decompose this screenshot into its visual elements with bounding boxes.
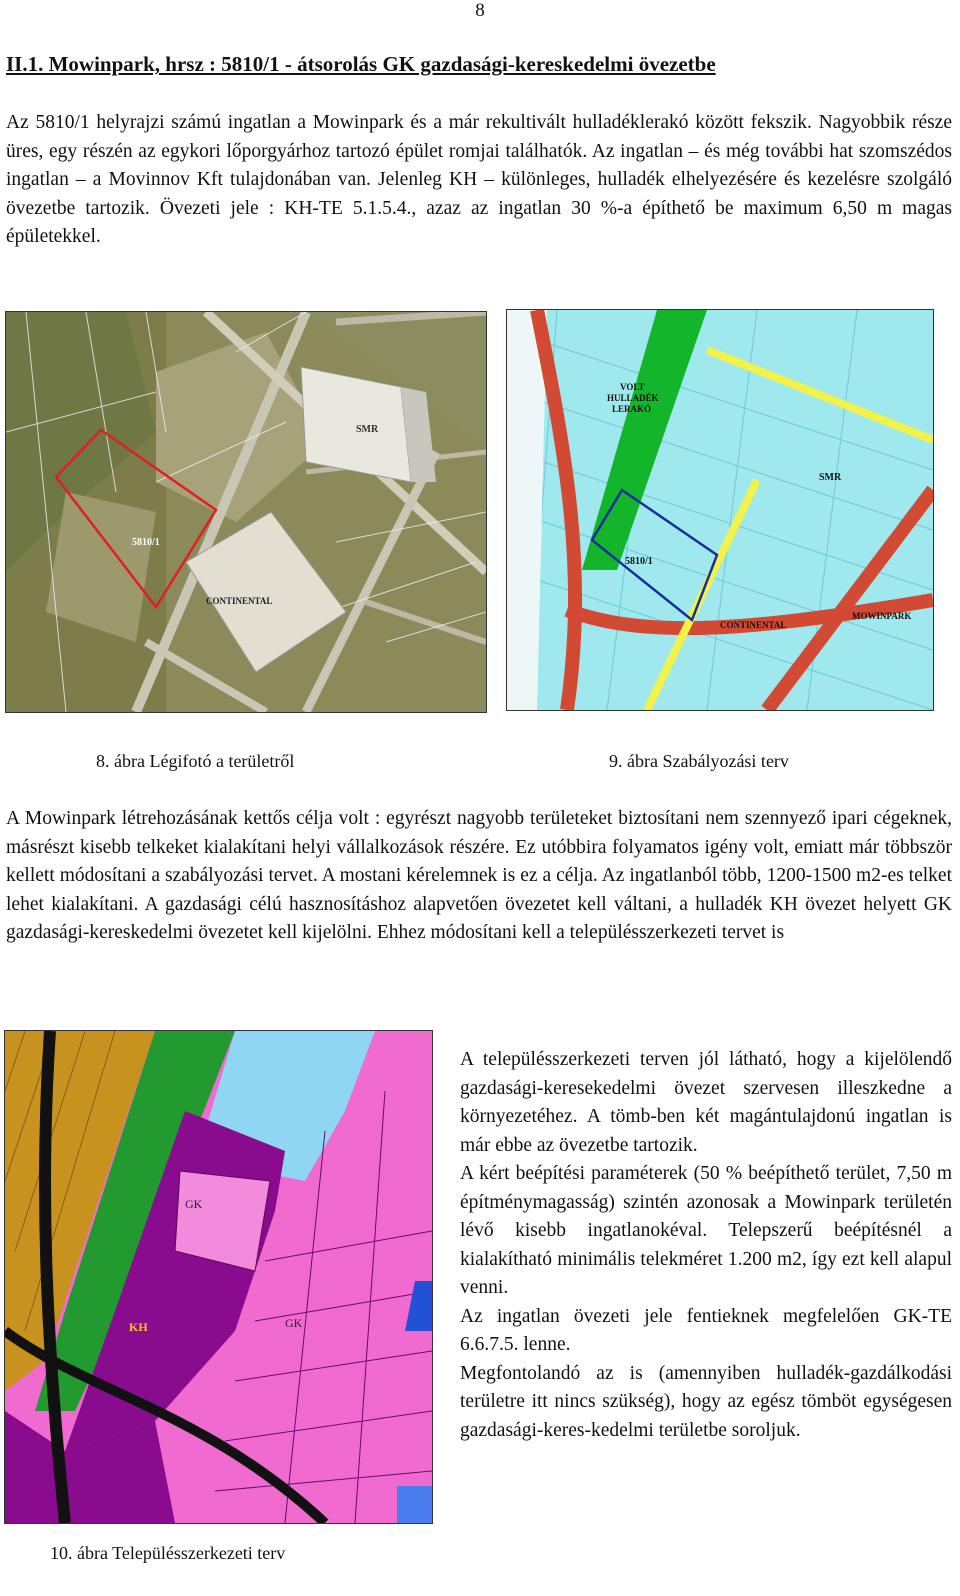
aerial-smr-label: SMR (356, 424, 379, 435)
aerial-continental-label: CONTINENTAL (206, 596, 273, 606)
intro-paragraph: Az 5810/1 helyrajzi számú ingatlan a Mowinpark és a már rekultivált hulladéklerakó között fekszik. Nagyobbik része üres, egy részén az egykori lőporgyárhoz tartozó épület romjai találhatók. Az ingatlan – és még további hat szomszédos ingatlan – a Movinnov Kft tulajdonában van. Jelenleg KH – különleges, hulladék elhelyezésére és kezelésre szolgáló övezetbe tartozik. Övezeti jele : KH-TE 5.1.5.4., azaz az ingatlan 30 %-a építhető be maximum 6,50 m magas épületekkel. (6, 112, 952, 247)
settlement-gk-label-lower: GK (285, 1316, 303, 1330)
figure-9-caption: 9. ábra Szabályozási terv (609, 751, 789, 771)
plan-landfill-label-2: HULLADÉK (607, 393, 659, 403)
figure-10-caption: 10. ábra Településszerkezeti terv (50, 1543, 286, 1563)
plan-continental-label: CONTINENTAL (720, 620, 787, 630)
aerial-parcel-label: 5810/1 (132, 537, 160, 548)
plan-parcel-label: 5810/1 (625, 556, 653, 567)
settlement-paragraph: A településszerkezeti terven jól látható, hogy a kijelölendő gazdasági-keresekedelmi övezet szervesen illeszkedne a környezetéhez. A tömb-ben két magántulajdonú ingatlan is már ebbe az övezetbe tartozik. A kért beépítési paraméterek (50 % beépíthető terület, 7,50 m építménymagasság) szintén azonosak a Mowinpark területén lévő kisebb ingatlanokéval. Telepszerű beépítésnél a kialakítható minimális telekméret 1.200 m2, így ezt kell alapul venni. Az ingatlan övezeti jele fentieknek megfelelően GK-TE 6.6.7.5. lenne. Megfontolandó az is (amennyiben hulladék-gazdálkodási területre itt nincs szükség), hogy az egész tömböt egységesen gazdasági-keres-kedelmi területbe soroljuk. (460, 1049, 952, 1441)
settlement-kh-label: KH (129, 1320, 148, 1334)
page-number: 8 (475, 0, 485, 21)
settlement-plan-image (5, 1031, 432, 1523)
section-heading: II.1. Mowinpark, hrsz : 5810/1 - átsorolás GK gazdasági-kereskedelmi övezetbe (6, 52, 716, 76)
regulatory-plan-figure (506, 309, 934, 711)
figure-8-caption: 8. ábra Légifotó a területről (96, 751, 295, 771)
purpose-paragraph: A Mowinpark létrehozásának kettős célja volt : egyrészt nagyobb területeket biztosítani nem szennyező ipari cégeknek, másrészt kisebb telkeket kialakítani helyi vállalkozások részére. Ez utóbbira folyamatos igény volt, emiatt már többször kellett módosítani a szabályozási tervet. A mostani kérelemnek is ez a célja. Az ingatlanból több, 1200-1500 m2-es telket lehet kialakítani. A gazdasági célú hasznosításhoz alapvetően övezetet kell váltani, a hulladék KH övezet helyett GK gazdasági-kereskedelmi övezetet kell kijelölni. Ehhez módosítani kell a településszerkezeti tervet is (6, 808, 952, 943)
plan-mowinpark-label: MOWINPARK (852, 611, 912, 621)
plan-smr-label: SMR (819, 472, 842, 483)
settlement-gk-label-upper: GK (185, 1197, 203, 1211)
plan-landfill-label-3: LERAKÓ (612, 404, 652, 414)
aerial-photo-image (6, 312, 486, 712)
regulatory-plan-image (507, 310, 933, 710)
settlement-plan-figure (4, 1030, 433, 1524)
aerial-photo-figure (5, 311, 487, 713)
plan-landfill-label-1: VOLT (620, 382, 645, 392)
